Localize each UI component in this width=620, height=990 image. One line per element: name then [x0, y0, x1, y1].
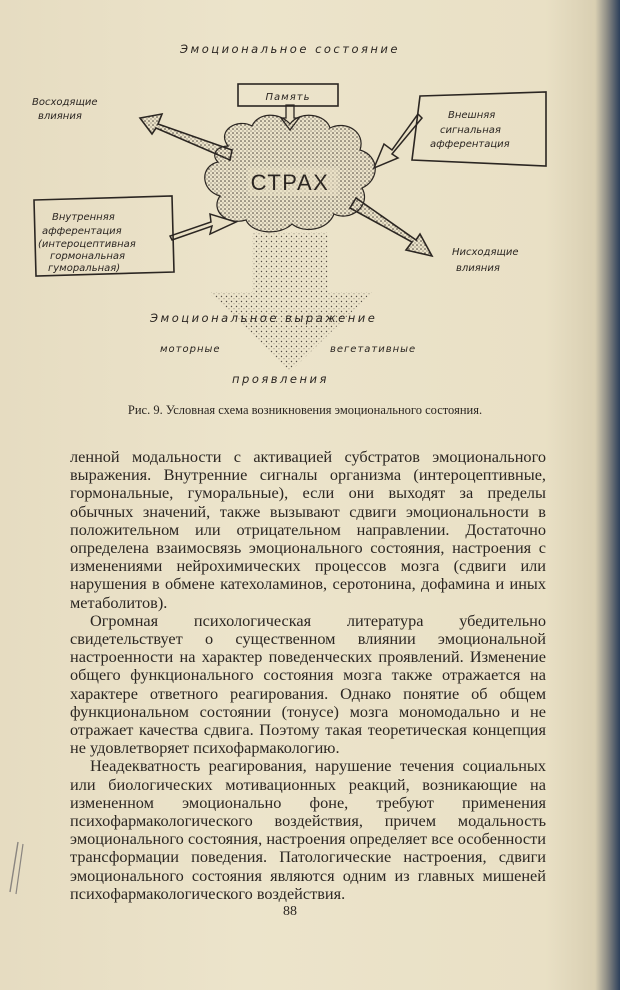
external-label-line2: сигнальная — [440, 125, 501, 136]
ascending-label-line1: Восходящие — [32, 97, 98, 108]
motor-label: моторные — [160, 344, 221, 355]
paragraph-3: Неадекватность реагирования, нарушение течения социальных или биологических мотивационных реакций, возникающие на измененном эмоционально фоне, требуют применения психофармакологического воздействия, причем модальность эмоционального состояния, настроения определяет все особенности трансформации поведения. Патологические настроения, сдвиги эмоционального состояния являются одним из главных мишеней психофармакологического воздействия. — [70, 756, 546, 903]
diagram-title: Эмоциональное состояние — [180, 42, 400, 56]
paragraph-2: Огромная психологическая литература убедительно свидетельствует о существенном влиянии эмоциональной настроенности на характер поведенческих проявлений. Изменение общего функционального состояния мозга также отражается на характере ответного реагирования. Однако понятие об общем функциональном состоянии (тонусе) мозга мономодально и не отражает качества сдвига. Поэтому такая теоретическая концепция не удовлетворяет психофармакологию. — [70, 610, 546, 758]
body-text — [70, 448, 546, 903]
descending-label-line1: Нисходящие — [452, 247, 519, 258]
pencil-margin-mark — [6, 838, 26, 898]
internal-label-line3: (интероцептивная — [38, 239, 136, 250]
descending-label-line2: влияния — [456, 263, 500, 274]
internal-label-line2: афферентация — [42, 226, 122, 237]
vegetative-label: вегетативные — [330, 344, 417, 355]
page-number: 88 — [283, 904, 297, 919]
fear-label: СТРАХ — [250, 170, 330, 195]
expression-label: Эмоциональное выражение — [150, 311, 378, 325]
internal-label-line5: гуморальная) — [48, 263, 121, 274]
external-label-line3: афферентация — [430, 139, 510, 150]
internal-label-line1: Внутренняя — [52, 212, 115, 223]
internal-label-line4: гормональная — [50, 251, 126, 262]
paragraph-1: ленной модальности с активацией субстратов эмоционального выражения. Внутренние сигналы организма (интероцептивные, гормональные, гуморальные), если они выходят за пределы обычных значений, также вызывают сдвиги эмоциональности в положительном или отрицательном направлении. Достаточно определена взаимосвязь эмоционального состояния, настроения с изменениями нейрохимических процессов мозга (сдвиги или нарушения в обмене катехоламинов, серотонина, дофамина и иных метаболитов). — [70, 447, 546, 612]
external-label-line1: Внешняя — [448, 110, 496, 121]
ascending-label-line2: влияния — [38, 111, 82, 122]
figure-caption: Рис. 9. Условная схема возникновения эмоционального состояния. — [127, 403, 483, 417]
descending-arrow — [350, 198, 432, 256]
emotion-diagram — [0, 0, 620, 400]
memory-label: Память — [265, 92, 311, 103]
manifestations-label: проявления — [232, 372, 329, 386]
